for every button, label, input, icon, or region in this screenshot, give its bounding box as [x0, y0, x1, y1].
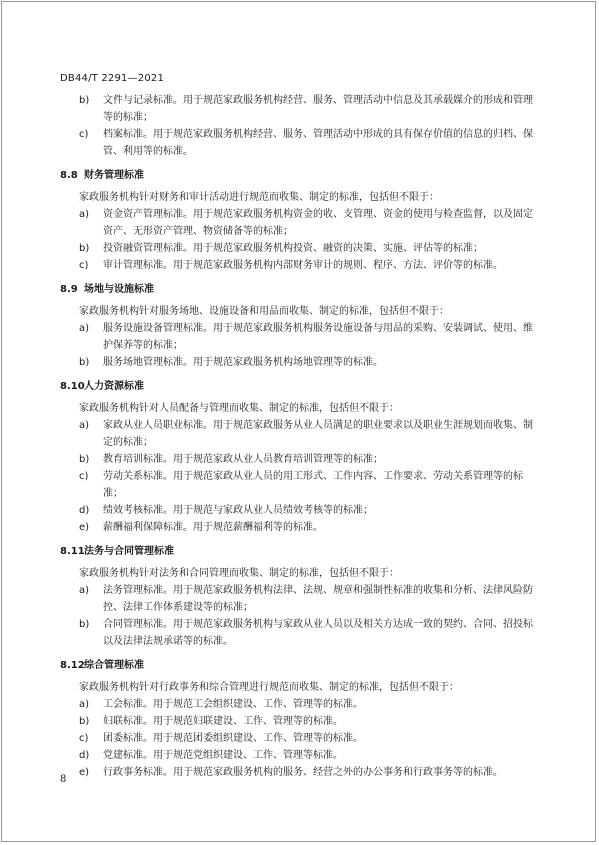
list-item-label: d)	[79, 505, 90, 516]
list-item-label: a)	[79, 699, 90, 710]
section-title	[60, 657, 540, 674]
list-item-label: d)	[79, 750, 90, 761]
list-item-label: b)	[79, 716, 90, 727]
list-item	[60, 206, 540, 240]
list-item-label: a)	[79, 209, 90, 220]
section-title	[60, 281, 540, 298]
section-number: 8.9	[60, 284, 78, 295]
list-item	[60, 616, 540, 650]
list-item-label: b)	[79, 619, 90, 630]
section-heading: 财务管理标准	[84, 170, 144, 181]
list-item	[60, 468, 540, 502]
section-intro: 家政服务机构针对行政事务和综合管理进行规范而收集、制定的标准，包括但不限于：	[79, 682, 459, 693]
list-item-text: 妇联标准。用于规范妇联建设、工作、管理等的标准。	[103, 716, 343, 727]
list-item-label: c)	[79, 471, 89, 482]
list-item	[60, 730, 540, 747]
list-item	[60, 257, 540, 274]
list-item-text: 服务设施设备管理标准。用于规范家政服务机构服务设施设备与用品的采购、安装调试、使用、维护保养等的标准；	[103, 323, 533, 351]
list-item-label: b)	[79, 95, 90, 106]
list-item-label: b)	[79, 454, 90, 465]
list-item-text: 家政从业人员职业标准。用于规范家政服务从业人员满足的职业要求以及职业生涯规划而收集、制定的标准；	[103, 420, 533, 448]
list-item-text: 审计管理标准。用于规范家政服务机构内部财务审计的规则、程序、方法、评价等的标准。	[103, 260, 503, 271]
section-title	[60, 167, 540, 184]
list-item-label: c)	[79, 129, 89, 140]
section-heading: 人力资源标准	[84, 381, 144, 392]
list-item-text: 文件与记录标准。用于规范家政服务机构经营、服务、管理活动中信息及其承载媒介的形成和管理等的标准；	[103, 95, 533, 123]
section-heading: 场地与设施标准	[84, 284, 154, 295]
section-title	[60, 543, 540, 560]
section-title	[60, 378, 540, 395]
section-number: 8.11	[60, 546, 85, 557]
list-item	[60, 92, 540, 126]
section-number: 8.10	[60, 381, 85, 392]
list-item-text: 行政事务标准。用于规范家政服务机构的服务、经营之外的办公事务和行政事务等的标准。	[103, 767, 503, 778]
list-item-text: 绩效考核标准。用于规范与家政从业人员绩效考核等的标准；	[103, 505, 373, 516]
list-item-label: c)	[79, 260, 89, 271]
section-heading: 综合管理标准	[84, 660, 144, 671]
list-item	[60, 696, 540, 713]
section-intro: 家政服务机构针对法务和合同管理而收集、制定的标准，包括但不限于：	[79, 568, 399, 579]
list-item-label: c)	[79, 733, 89, 744]
list-item	[60, 519, 540, 536]
section-heading: 法务与合同管理标准	[84, 546, 174, 557]
page-number: 8	[60, 774, 67, 785]
section-intro: 家政服务机构针对服务场地、设施设备和用品而收集、制定的标准，包括但不限于：	[79, 306, 449, 317]
list-item	[60, 417, 540, 451]
list-item	[60, 320, 540, 354]
list-item-text: 党建标准。用于规范党组织建设、工作、管理等标准。	[103, 750, 343, 761]
list-item	[60, 126, 540, 160]
list-item-text: 教育培训标准。用于规范家政从业人员教育培训管理等的标准；	[103, 454, 383, 465]
list-item	[60, 240, 540, 257]
list-item-text: 档案标准。用于规范家政服务机构经营、服务、管理活动中形成的具有保存价值的信息的归档、保管、利用等的标准。	[103, 129, 533, 157]
section-intro: 家政服务机构针对人员配备与管理而收集、制定的标准，包括但不限于：	[79, 403, 399, 414]
list-item	[60, 747, 540, 764]
section-intro: 家政服务机构针对财务和审计活动进行规范而收集、制定的标准，包括但不限于：	[79, 192, 439, 203]
list-item-label: a)	[79, 585, 90, 596]
list-item-label: b)	[79, 357, 90, 368]
section-number: 8.8	[60, 170, 78, 181]
list-item-label: b)	[79, 243, 90, 254]
list-item-label: a)	[79, 323, 90, 334]
list-item-label: e)	[79, 522, 90, 533]
list-item-text: 团委标准。用于规范团委组织建设、工作、管理等的标准。	[103, 733, 363, 744]
list-item	[60, 582, 540, 616]
list-item-text: 投资融资管理标准。用于规范家政服务机构投资、融资的决策、实施、评估等的标准；	[103, 243, 483, 254]
document-body	[60, 92, 540, 781]
list-item-label: e)	[79, 767, 90, 778]
list-item-text: 法务管理标准。用于规范家政服务机构法律、法规、规章和强制性标准的收集和分析、法律风险防控、法律工作体系建设等的标准；	[103, 585, 533, 613]
list-item	[60, 764, 540, 781]
list-item	[60, 451, 540, 468]
list-item-text: 劳动关系标准。用于规范家政从业人员的用工形式、工作内容、工作要求、劳动关系管理等的标准；	[103, 471, 523, 499]
document-code: DB44/T 2291—2021	[60, 73, 165, 84]
list-item	[60, 713, 540, 730]
list-item-text: 薪酬福利保障标准。用于规范薪酬福利等的标准。	[103, 522, 323, 533]
list-item-text: 资金资产管理标准。用于规范家政服务机构资金的收、支管理、资金的使用与检查监督，以及固定资产、无形资产管理、物资储备等的标准；	[103, 209, 533, 237]
list-item-label: a)	[79, 420, 90, 431]
list-item	[60, 502, 540, 519]
list-item-text: 合同管理标准。用于规范家政服务机构与家政从业人员以及相关方达成一致的契约、合同、招投标以及法律法规承诺等的标准。	[103, 619, 533, 647]
list-item	[60, 354, 540, 371]
list-item-text: 服务场地管理标准。用于规范家政服务机构场地管理等的标准。	[103, 357, 383, 368]
list-item-text: 工会标准。用于规范工会组织建设、工作、管理等的标准。	[103, 699, 363, 710]
section-number: 8.12	[60, 660, 85, 671]
